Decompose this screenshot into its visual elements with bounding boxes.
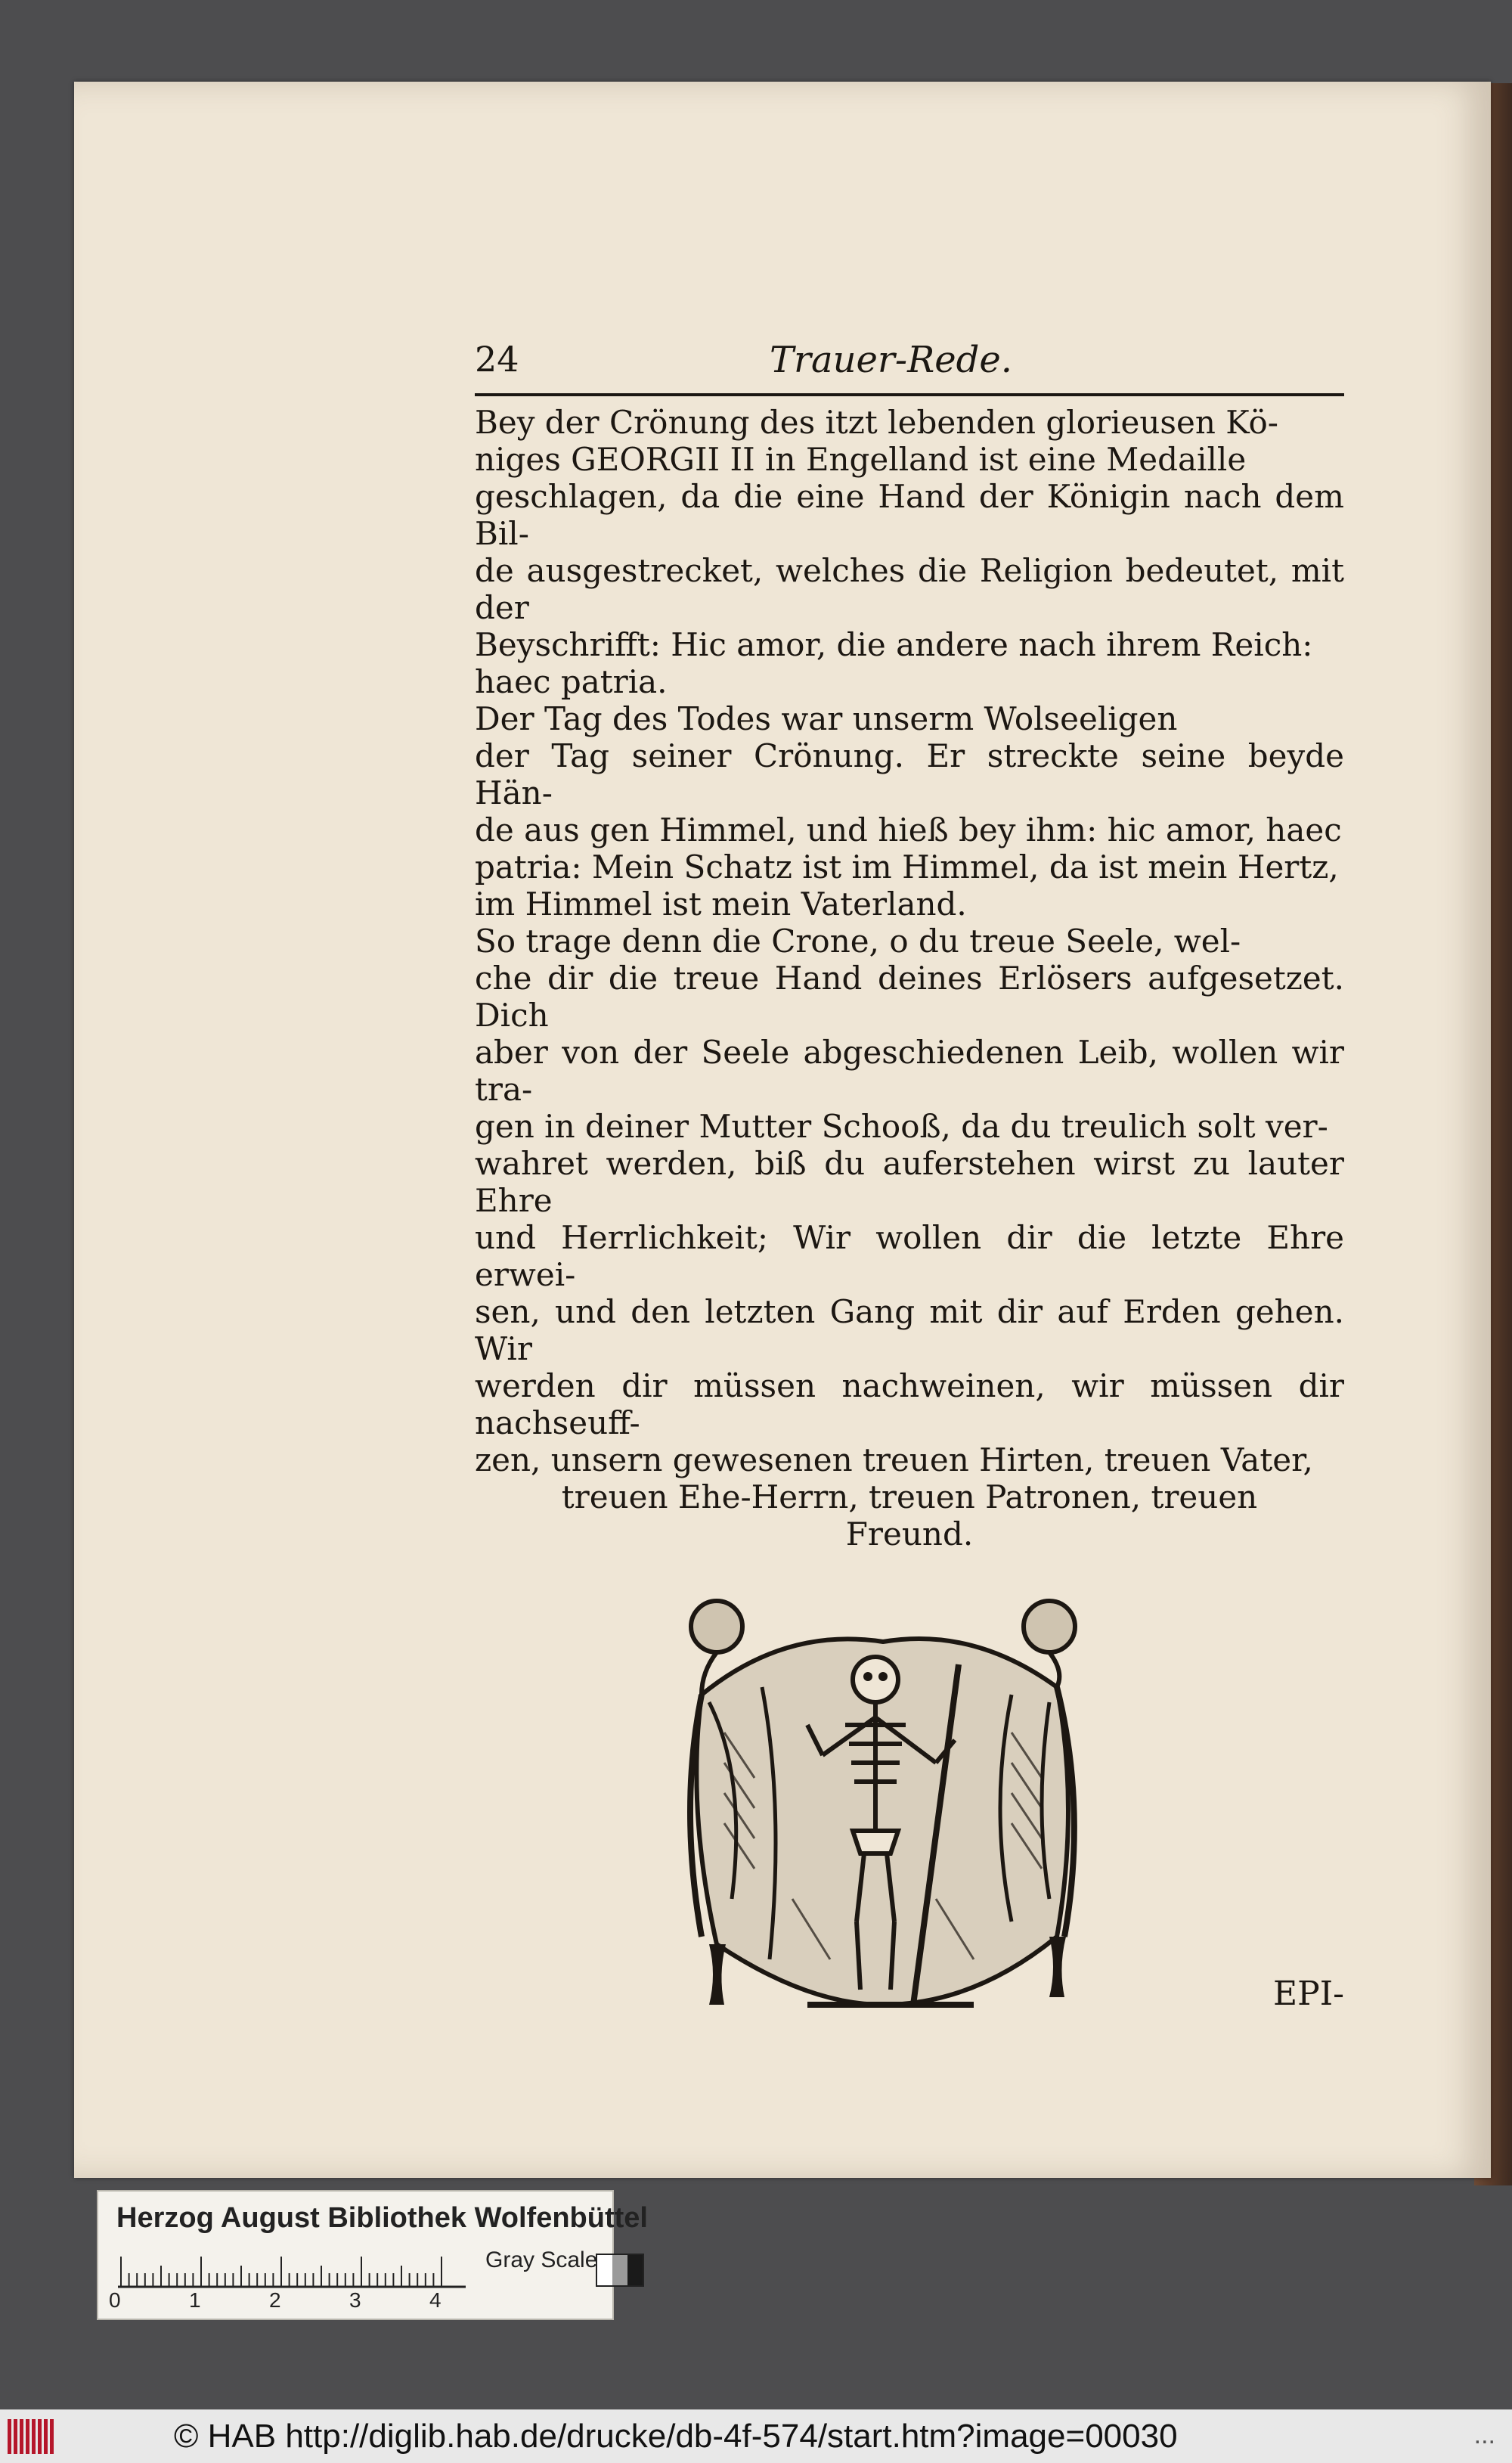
page-number: 24 (475, 339, 519, 380)
running-head (475, 339, 1344, 396)
gray-scale-swatch (596, 2254, 644, 2287)
ellipsis-icon[interactable]: ... (1473, 2421, 1495, 2449)
ruler-digit: 1 (189, 2288, 201, 2312)
page-text-block (475, 339, 1344, 2050)
woodcut-area (475, 1581, 1344, 2050)
ruler-digit: 0 (109, 2288, 121, 2312)
gray-scale-label: Gray Scale (485, 2247, 598, 2272)
closing-lines: treuen Ehe-Herrn, treuen Patronen, treuen Freund. (561, 1478, 1258, 1553)
skeleton-woodcut-icon (656, 1581, 1110, 2035)
running-title: Trauer-Rede. (770, 339, 1012, 381)
institution-name: Herzog August Bibliothek Wolfenbüttel (116, 2202, 648, 2234)
hab-logo-icon (8, 2419, 64, 2454)
scale-ruler (118, 2252, 466, 2288)
ruler-digits (109, 2288, 487, 2314)
paragraph-1: Bey der Crönung des itzt lebenden glorieusen Kö- niges GEORGII II in Engelland ist eine Medaille geschlagen, da die eine Hand der Königin nach dem Bil- de ausgestrecket, welches die Religion bedeutet, mit der Beyschrifft: Hic amor, die andere nach ihrem Reich: haec patria. (475, 404, 1344, 700)
library-label (97, 2190, 648, 2320)
paragraph-3: So trage denn die Crone, o du treue Seele, wel- che dir die treue Hand deines Erlösers aufgesetzet. Dich aber von der Seele abgeschiedenen Leib, wollen wir tra- gen in deiner Mutter Schooß, da du treulich solt ver- wahret werden, biß du auferstehen wirst zu lauter Ehre und Herrlichkeit; Wir wollen dir die letzte Ehre erwei- sen, und den letzten Gang mit dir auf Erden gehen. Wir werden dir müssen nachweinen, wir müssen dir nachseuff- zen, unsern gewesenen treuen Hirten, treuen Vater, (475, 923, 1344, 1478)
ruler-digit: 3 (349, 2288, 361, 2312)
footer-bar (0, 2409, 1512, 2463)
ruler-digit: 4 (429, 2288, 442, 2312)
book-page (74, 82, 1491, 2178)
paragraph-2: Der Tag des Todes war unserm Wolseeligen der Tag seiner Crönung. Er streckte seine beyde Hän- de aus gen Himmel, und hieß bey ihm: hic amor, haec patria: Mein Schatz ist im Himmel, da ist mein Hertz, im Himmel ist mein Vaterland. (475, 700, 1344, 923)
catchword: EPI- (1273, 1974, 1344, 2013)
footer-url-text: © HAB http://diglib.hab.de/drucke/db-4f-574/start.htm?image=00030 (174, 2418, 1178, 2455)
ruler-digit: 2 (269, 2288, 281, 2312)
